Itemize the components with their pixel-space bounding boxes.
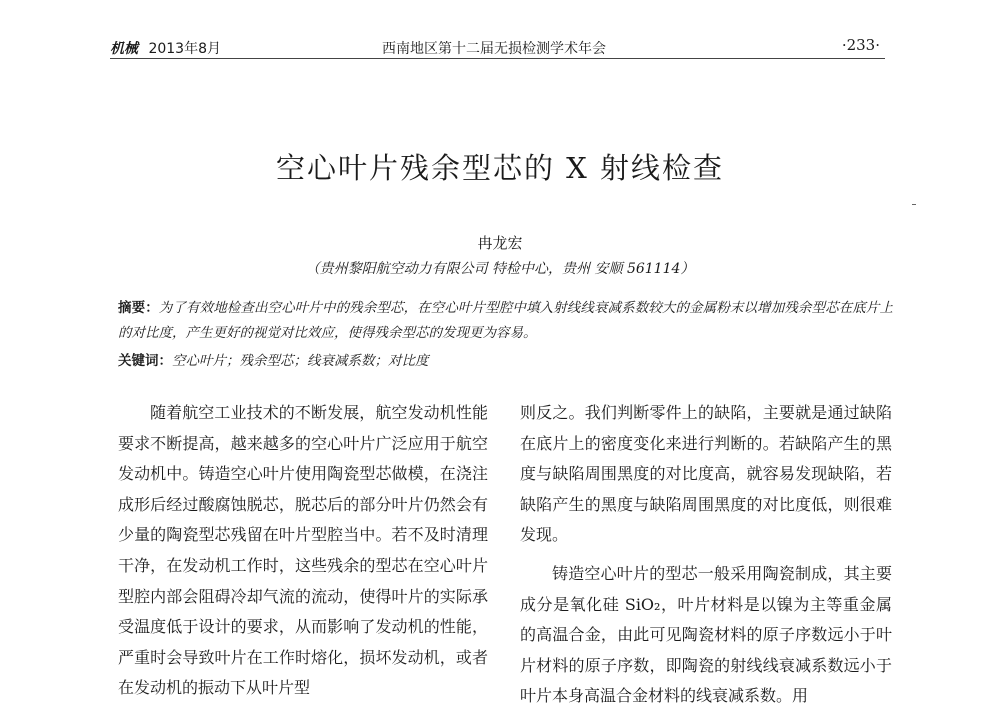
page-number: ·233· [841,36,880,54]
journal-info [110,38,221,58]
running-header [110,30,900,58]
abstract [118,296,893,346]
keywords-text: 空心叶片；残余型芯；线衰减系数；对比度 [172,353,429,369]
body-column-right [520,398,892,712]
scan-mark [912,204,916,205]
paper-title [0,146,1000,187]
abstract-text: 为了有效地检查出空心叶片中的残余型芯，在空心叶片型腔中填入射线线衰减系数较大的金属粉末以增加残余型芯在底片上的对比度，产生更好的视觉对比效应，使得残余型芯的发现更为容易。 [118,300,894,341]
body-column-left [118,398,488,704]
title-prefix: 空心叶片残余型芯的 [275,151,555,185]
keywords [118,349,893,369]
issue-date: 2013年8月 [148,41,221,57]
body-paragraph: 则反之。我们判断零件上的缺陷，主要就是通过缺陷在底片上的密度变化来进行判断的。若缺陷产生的黑度与缺陷周围黑度的对比度高，就容易发现缺陷，若缺陷产生的黑度与缺陷周围黑度的对比度低，则很难发现。 [520,403,892,545]
keywords-label: 关键词： [118,353,172,369]
journal-name: 机械 [110,41,138,57]
body-paragraph: 随着航空工业技术的不断发展，航空发动机性能要求不断提高，越来越多的空心叶片广泛应用于航空发动机中。铸造空心叶片使用陶瓷型芯做模，在浇注成形后经过酸腐蚀脱芯，脱芯后的部分叶片仍然会有少量的陶瓷型芯残留在叶片型腔当中。若不及时清理干净，在发动机工作时，这些残余的型芯在空心叶片型腔内部会阻碍冷却气流的流动，使得叶片的实际承受温度低于设计的要求，从而影响了发动机的性能，严重时会导致叶片在工作时熔化，损坏发动机，或者在发动机的振动下从叶片型 [118,403,488,698]
title-x: X [566,151,589,185]
abstract-label: 摘要： [118,300,159,316]
affiliation: （贵州黎阳航空动力有限公司 特检中心，贵州 安顺 561114） [305,261,695,277]
title-suffix: 射线检查 [600,151,725,185]
author: 冉龙宏 [477,234,523,252]
header-rule [110,58,885,59]
conference-name: 西南地区第十二届无损检测学术年会 [382,41,606,57]
body-paragraph: 铸造空心叶片的型芯一般采用陶瓷制成，其主要成分是氧化硅 SiO₂，叶片材料是以镍为主等重金属的高温合金，由此可见陶瓷材料的原子序数远小于叶片材料的原子序数，即陶瓷的射线线衰减系数远小于叶片本身高温合金材料的线衰减系数。用 [520,563,892,706]
